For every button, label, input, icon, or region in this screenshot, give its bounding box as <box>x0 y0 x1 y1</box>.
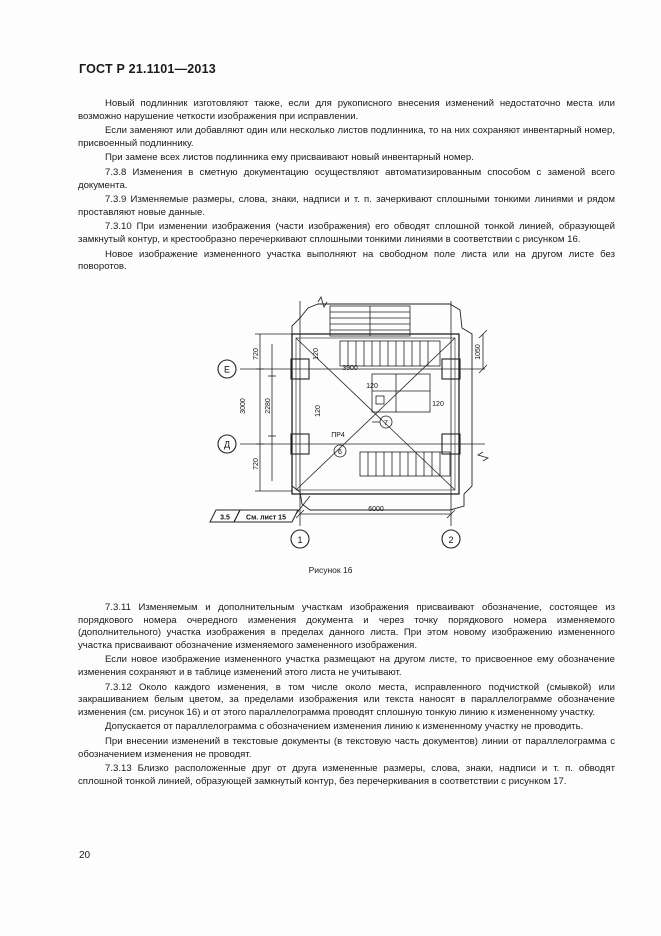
dim-120: 120 <box>315 405 322 417</box>
paragraph: 7.3.11 Изменяемым и дополнительным участкам изображения присваивают обозначение, состоящее из порядкового номера очередного изменения документа и через точку порядкового номера изменяемого (дополнительного) участка изображения в пределах данного листа. При этом новому изображению измененного участка присваивают обозначение изменяемого замененного изображения. <box>78 602 615 651</box>
paragraph: 7.3.13 Близко расположенные друг от друга измененные размеры, слова, знаки, надписи и т. п. обводят сплошной тонкой линией, образующей замкнутый контур, без перечеркивания в соответствии с рисунком 17. <box>78 763 615 787</box>
paragraph: Допускается от параллелограмма с обозначением изменения линию к измененному участку не проводить. <box>105 721 584 733</box>
paragraph: При внесении изменений в текстовые документы (в текстовую часть документов) линии от параллелограмма с обозначением изменения не проводят. <box>78 735 615 760</box>
axis-label-2: 2 <box>448 535 454 545</box>
dim-3900: 3900 <box>342 365 358 372</box>
dim-1050: 1050 <box>475 344 482 360</box>
dim-3000: 3000 <box>240 398 247 414</box>
dim-120: 120 <box>366 383 378 390</box>
dim-720-top: 720 <box>253 348 260 360</box>
partition-room <box>372 374 430 412</box>
break-mark <box>478 452 488 461</box>
dim-6000: 6000 <box>368 506 384 513</box>
fixture <box>376 396 384 404</box>
paragraph: 7.3.8 Изменения в сметную документацию осуществляют автоматизированным способом с заменой всего документа. <box>78 166 615 191</box>
axis-label-e: Е <box>223 364 231 375</box>
sheet-ref-text: См. лист 15 <box>246 514 286 522</box>
break-mark <box>318 297 327 307</box>
dim-2280: 2280 <box>265 398 272 414</box>
paragraph: 7.3.9 Изменяемые размеры, слова, знаки, надписи и т. п. зачеркивают сплошными тонкими линиями и рядом проставляют новые данные. <box>78 194 615 218</box>
dim-720-bottom: 720 <box>253 458 260 470</box>
paragraph: 7.3.10 При изменении изображения (части изображения) его обводят сплошной тонкой линией, образующей замкнутый контур, и крестообразно перечеркивают сплошными тонкими линиями в соответствии с рисунком 16. <box>78 221 615 245</box>
stair-flight-upper <box>340 341 440 366</box>
mark-6: 6 <box>338 449 342 456</box>
floor-plan-drawing <box>200 296 500 554</box>
floor-plan-figure <box>200 296 500 554</box>
paragraph: Новый подлинник изготовляют также, если для рукописного внесения изменений недостаточно места или возможно нарушение четкости изображения при исправлении. <box>78 98 615 122</box>
paragraph: Если заменяют или добавляют один или несколько листов подлинника, то на них сохраняют инвентарный номер, присвоенный подлиннику. <box>78 125 615 149</box>
axis-label-d: Д <box>223 439 231 450</box>
label-pr4: ПР4 <box>331 432 345 439</box>
paragraph: Новое изображение измененного участка выполняют на свободном поле листа или на другом листе без поворотов. <box>78 248 615 273</box>
text-block-top <box>78 98 615 276</box>
axis-label-1: 1 <box>297 535 303 545</box>
text-block-bottom <box>78 602 615 790</box>
dim-120: 120 <box>432 401 444 408</box>
paragraph: При замене всех листов подлинника ему присваивают новый инвентарный номер. <box>105 152 474 164</box>
dim-120: 120 <box>313 348 320 360</box>
paragraph: 7.3.12 Около каждого изменения, в том числе около места, исправленного подчисткой (смывкой) или закрашиванием белым цветом, за пределами изображения или текста наносят в параллелограмме обозначение изменения (см. рисунок 16) и от этого параллелограмма проводят сплошную тонкую линию к измененному участку. <box>78 681 615 718</box>
page-number: 20 <box>79 850 91 861</box>
mark-7: 7 <box>384 420 388 427</box>
paragraph: Если новое изображение измененного участка размещают на другом листе, то присвоенное ему обозначение изменения сохраняют и в таблице изменений этого листа не учитывают. <box>78 654 615 678</box>
document-header: ГОСТ Р 21.1101—2013 <box>79 62 216 76</box>
change-ref-number: 3.5 <box>220 514 230 522</box>
figure-caption: Рисунок 16 <box>308 565 353 575</box>
